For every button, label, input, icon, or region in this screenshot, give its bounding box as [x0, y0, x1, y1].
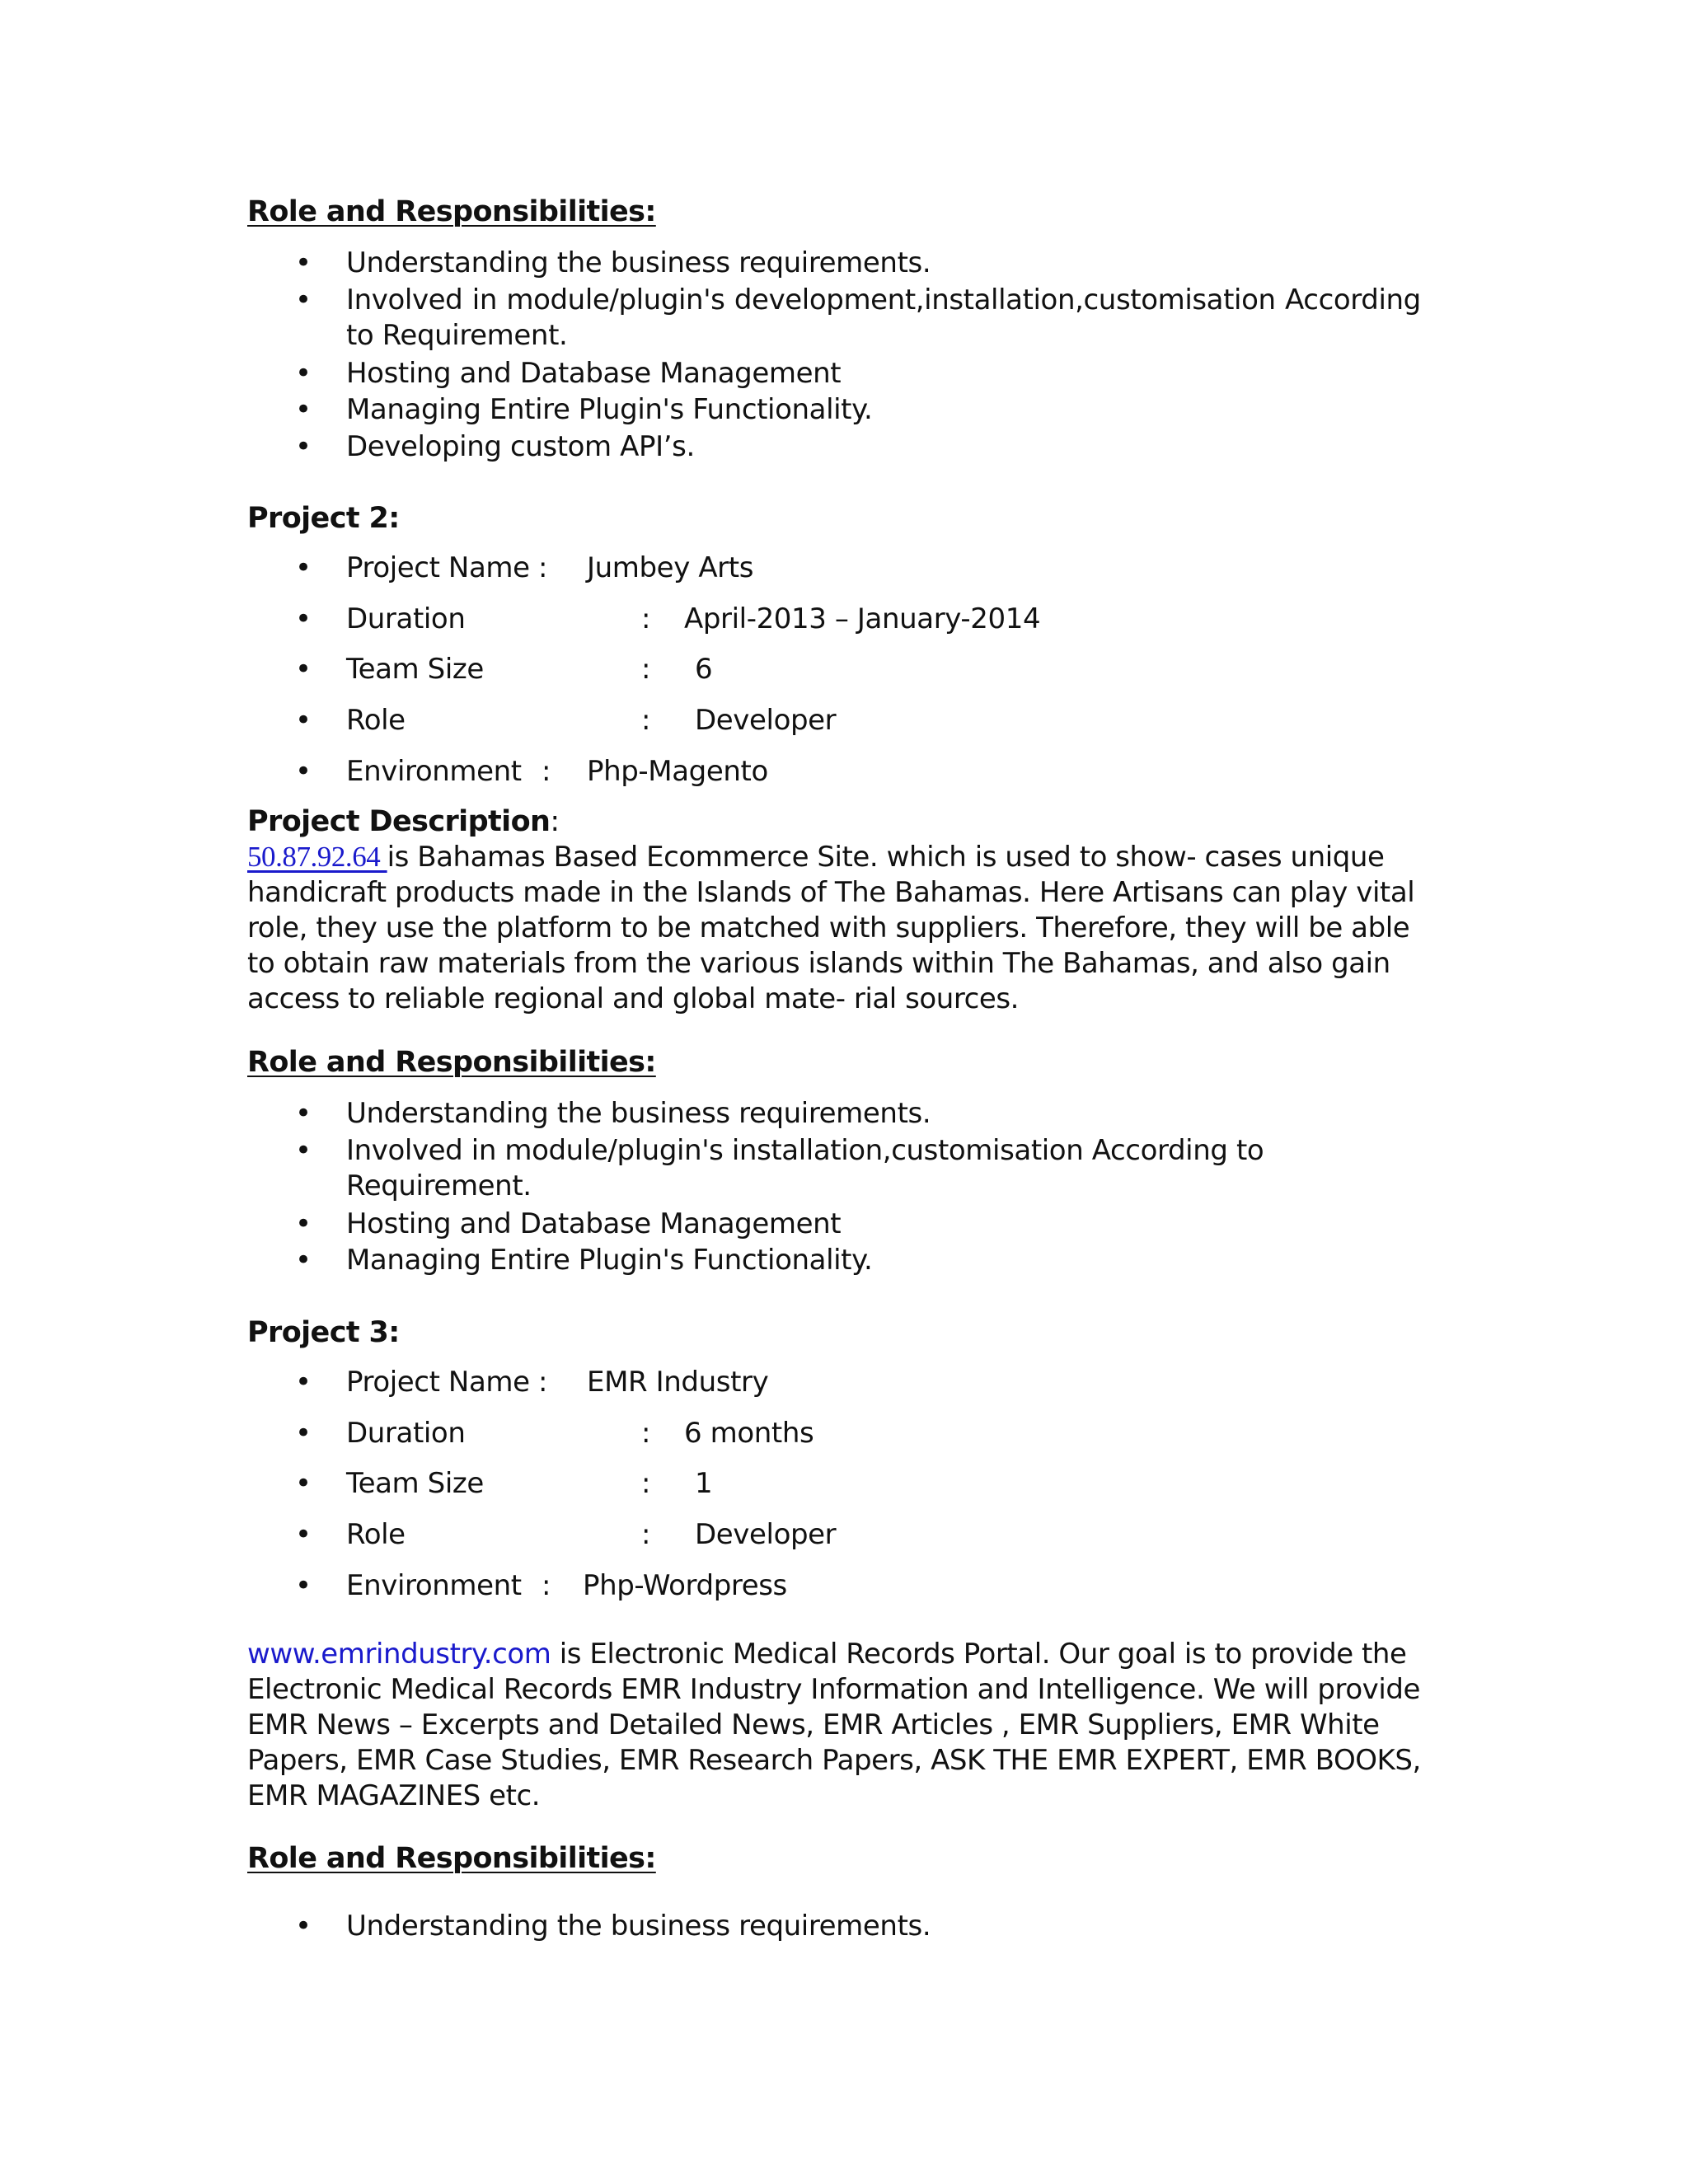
bullet-icon: • [295, 1366, 312, 1399]
field-label-team-size: Team Size [346, 1467, 484, 1500]
description-line: Papers, EMR Case Studies, EMR Research Papers, ASK THE EMR EXPERT, EMR BOOKS, [247, 1744, 1421, 1777]
bullet-icon: • [295, 602, 312, 635]
bullet-icon: • [295, 653, 312, 686]
bullet-icon: • [295, 1569, 312, 1602]
list-item: Managing Entire Plugin's Functionality. [346, 1244, 873, 1277]
project-2-description [247, 839, 1434, 1017]
bullet-icon: • [295, 357, 312, 390]
field-label-duration: Duration [346, 1417, 466, 1450]
description-line: is Electronic Medical Records Portal. Our goal is to provide the [551, 1638, 1407, 1671]
list-item: Understanding the business requirements. [346, 1910, 931, 1943]
field-separator: : [641, 1518, 651, 1551]
list-item: Hosting and Database Management [346, 357, 842, 390]
list-item-continuation: to Requirement. [346, 319, 568, 352]
description-line: is Bahamas Based Ecommerce Site. which is used to show- cases unique [387, 841, 1385, 874]
section-heading-roles-1: Role and Responsibilities: [247, 195, 656, 228]
description-line: Electronic Medical Records EMR Industry Information and Intelligence. We will provide [247, 1673, 1420, 1706]
field-label-environment: Environment [346, 755, 522, 788]
bullet-icon: • [295, 1134, 312, 1167]
bullet-icon: • [295, 430, 312, 463]
bullet-icon: • [295, 1467, 312, 1500]
bullet-icon: • [295, 704, 312, 737]
list-item: Understanding the business requirements. [346, 246, 931, 279]
bullet-icon: • [295, 246, 312, 279]
section-heading-roles-2: Role and Responsibilities: [247, 1046, 656, 1079]
list-item: Understanding the business requirements. [346, 1097, 931, 1130]
field-separator: : [542, 755, 551, 788]
project-description-label: Project Description [247, 805, 551, 838]
field-value-project-name: Jumbey Arts [587, 551, 754, 584]
description-line: access to reliable regional and global mate- rial sources. [247, 982, 1019, 1015]
project-3-link[interactable]: www.emrindustry.com [247, 1638, 551, 1671]
field-separator: : [641, 602, 651, 635]
field-value-role: Developer [695, 704, 837, 737]
project-2-heading: Project 2: [247, 502, 400, 535]
field-separator: : [641, 704, 651, 737]
field-value-role: Developer [695, 1518, 837, 1551]
field-separator: : [641, 653, 651, 686]
list-item: Managing Entire Plugin's Functionality. [346, 393, 873, 426]
field-label-project-name: Project Name : [346, 551, 548, 584]
field-separator: : [641, 1417, 651, 1450]
field-label-team-size: Team Size [346, 653, 484, 686]
bullet-icon: • [295, 1207, 312, 1240]
field-value-team-size: 6 [695, 653, 713, 686]
field-value-duration: April-2013 – January-2014 [684, 602, 1041, 635]
field-label-duration: Duration [346, 602, 466, 635]
bullet-icon: • [295, 1910, 312, 1943]
project-description-heading [247, 804, 560, 840]
field-separator: : [542, 1569, 551, 1602]
field-label-project-name: Project Name : [346, 1366, 548, 1399]
list-item: Involved in module/plugin's installation,customisation According to [346, 1134, 1264, 1167]
field-separator: : [641, 1467, 651, 1500]
bullet-icon: • [295, 1097, 312, 1130]
project-2-link[interactable]: 50.87.92.64 [247, 841, 387, 873]
bullet-icon: • [295, 284, 312, 316]
field-label-role: Role [346, 1518, 406, 1551]
field-value-project-name: EMR Industry [587, 1366, 769, 1399]
description-line: handicraft products made in the Islands of The Bahamas. Here Artisans can play vital [247, 876, 1415, 909]
field-value-duration: 6 months [684, 1417, 814, 1450]
field-label-environment: Environment [346, 1569, 522, 1602]
bullet-icon: • [295, 1417, 312, 1450]
description-line: EMR MAGAZINES etc. [247, 1779, 541, 1812]
project-3-heading: Project 3: [247, 1316, 400, 1349]
list-item: Involved in module/plugin's development,installation,customisation According [346, 284, 1421, 316]
list-item: Hosting and Database Management [346, 1207, 842, 1240]
bullet-icon: • [295, 1518, 312, 1551]
bullet-icon: • [295, 393, 312, 426]
list-item-continuation: Requirement. [346, 1169, 532, 1202]
field-value-environment: Php-Wordpress [583, 1569, 787, 1602]
section-heading-roles-3: Role and Responsibilities: [247, 1842, 656, 1875]
project-description-colon: : [550, 805, 560, 838]
description-line: EMR News – Excerpts and Detailed News, EMR Articles , EMR Suppliers, EMR White [247, 1708, 1380, 1741]
description-line: role, they use the platform to be matched with suppliers. Therefore, they will be able [247, 912, 1410, 944]
field-value-environment: Php-Magento [587, 755, 768, 788]
bullet-icon: • [295, 1244, 312, 1277]
project-3-description [247, 1637, 1434, 1814]
bullet-icon: • [295, 755, 312, 788]
field-label-role: Role [346, 704, 406, 737]
bullet-icon: • [295, 551, 312, 584]
description-line: to obtain raw materials from the various islands within The Bahamas, and also gain [247, 947, 1390, 980]
list-item: Developing custom API’s. [346, 430, 695, 463]
field-value-team-size: 1 [695, 1467, 713, 1500]
